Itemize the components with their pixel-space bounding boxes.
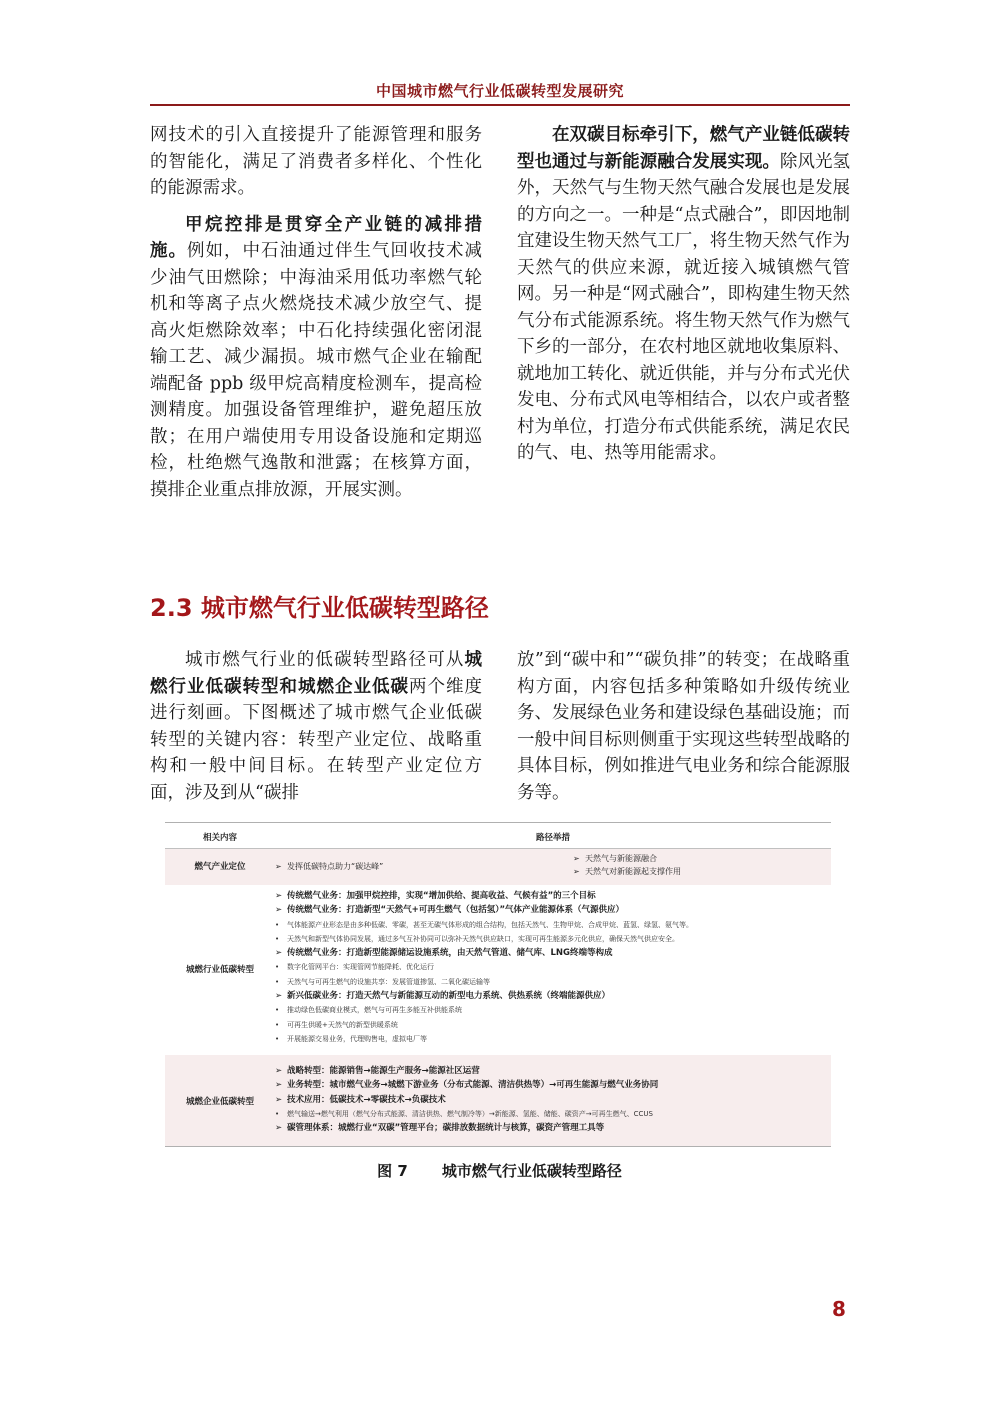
figure-table (165, 822, 831, 1147)
item-text: 传统燃气业务：打造新型能源储运设施系统，由天然气管道、储气库、LNG终端等构成 (287, 948, 613, 959)
list-item (275, 932, 831, 946)
paragraph-text: 除风光氢外，天然气与生物天然气融合发展也是发展的方向之一。一种是“点式融合”，即因地制宜建设生物天然气工厂，将生物天然气作为天然气的供应来源，就近接入城镇燃气管网。另一种是“网式融合”，即构建生物天然气分布式能源系统。将生物天然气作为燃气下乡的一部分，在农村地区就地收集原料、就地加工转化、就近供能，并与分布式光伏发电、分布式风电等相结合，以农户或者整村为单位，打造分布式供能系统，满足农民的气、电、热等用能需求。 (517, 151, 851, 463)
item-text: 天然气和新型气体协同发展，通过多气互补协同可以弥补天然气供应缺口，实现可再生能源多元化供应，确保天然气供应安全。 (287, 934, 679, 943)
dot-bullet-icon: • (275, 963, 280, 972)
table-row (165, 1055, 831, 1146)
item-text: 气体能源产业形态是由多种低碳、零碳，甚至无碳气体形成的组合结构，包括天然气、生物甲烷、合成甲烷、蓝氢、绿氢、氨气等。 (287, 920, 693, 929)
arrow-bullet-icon: ➢ (275, 1080, 283, 1091)
arrow-bullet-icon: ➢ (573, 854, 580, 863)
list-item (275, 1003, 831, 1017)
arrow-bullet-icon: ➢ (275, 991, 283, 1002)
item-text: 传统燃气业务：打造新型“天然气+可再生燃气（包括氢）”气体产业能源体系（气源供应） (287, 905, 625, 916)
item-text: 战略转型：能源销售→能源生产服务→能源社区运营 (287, 1066, 480, 1076)
paragraph-text: 例如，中石油通过伴生气回收技术减少油气田燃除；中海油采用低功率燃气轮机和等离子点火燃烧技术减少放空气、提高火炬燃除效率；中石化持续强化密闭混输工艺、减少漏损。城市燃气企业在输配端配备 ppb 级甲烷高精度检测车，提高检测精度。加强设备管理维护，避免超压放散；在用户端使用专用设备设施和定期巡检，杜绝燃气逸散和泄露；在核算方面，摸排企业重点排放源，开展实测。 (150, 241, 482, 500)
header-cell: 路径举措 (535, 833, 570, 843)
list-item (275, 975, 831, 989)
row-items (275, 889, 831, 1046)
running-header: 中国城市燃气行业低碳转型发展研究 (375, 82, 624, 100)
row-items (573, 852, 831, 878)
caption-text: 城市燃气行业低碳转型路径 (441, 1162, 622, 1180)
item-text: 天然气对新能源起支撑作用 (585, 867, 681, 876)
item-text: 传统燃气业务：加强甲烷控排，实现“增加供给、提高收益、气候有益”的三个目标 (287, 891, 596, 901)
table-rule (165, 1146, 831, 1147)
item-text: 天然气与新能源融合 (585, 854, 657, 863)
arrow-bullet-icon: ➢ (275, 862, 282, 871)
section-left-column (150, 647, 482, 816)
list-item (275, 918, 831, 932)
list-item (275, 1018, 831, 1032)
list-item (275, 989, 831, 1003)
list-item (275, 1107, 831, 1121)
list-item (275, 1032, 831, 1046)
item-text: 技术应用：低碳技术→零碳技术→负碳技术 (287, 1094, 446, 1105)
paragraph-text: 城市燃气行业的低碳转型路径可从 (185, 650, 465, 670)
item-text: 可再生供暖+天然气的新型供暖系统 (287, 1020, 398, 1029)
arrow-bullet-icon: ➢ (573, 867, 580, 876)
dot-bullet-icon: • (275, 977, 280, 986)
bold-lead: 甲烷控排是贯穿全产业链的减排措施。 (150, 214, 482, 261)
page-number: 8 (832, 1297, 846, 1321)
section-right-column (517, 647, 850, 816)
arrow-bullet-icon: ➢ (275, 948, 283, 959)
list-item (275, 1064, 831, 1078)
arrow-bullet-icon: ➢ (275, 1094, 283, 1105)
row-items (275, 860, 545, 874)
section-heading: 2.3 城市燃气行业低碳转型路径 (150, 594, 489, 622)
paragraph (150, 647, 482, 806)
dot-bullet-icon: • (275, 1034, 280, 1043)
table-rule (165, 822, 831, 823)
arrow-bullet-icon: ➢ (275, 891, 283, 901)
header-rule (150, 104, 850, 106)
table-row (165, 885, 831, 1052)
item-text: 碳管理体系：城燃行业“双碳”管理平台；碳排放数据统计与核算，碳资产管理工具等 (287, 1123, 605, 1134)
list-item (275, 1078, 831, 1092)
bold-lead: 在双碳目标牵引下，燃气产业链低碳转型也通过与新能源融合发展实现。 (517, 125, 850, 172)
list-item (275, 946, 831, 960)
dot-bullet-icon: • (275, 920, 280, 929)
figure-number: 图 7 (377, 1162, 408, 1180)
row-label: 燃气产业定位 (194, 862, 246, 872)
list-item (275, 903, 831, 917)
item-text: 业务转型：城市燃气业务→城燃下游业务（分布式能源、清洁供热等）→可再生能源与燃气业务协同 (287, 1080, 659, 1091)
header-cell: 相关内容 (202, 833, 237, 843)
table-header (165, 824, 831, 848)
paragraph: 放”到“碳中和”“碳负排”的转变；在战略重构方面，内容包括多种策略如升级传统业务、发展绿色业务和建设绿色基础设施；而一般中间目标则侧重于实现这些转型战略的具体目标，例如推进气电业务和综合能源服务等。 (517, 650, 850, 803)
item-text: 燃气输送→燃气利用（燃气分布式能源、清洁供热、燃气制冷等）→新能源、氢能、储能、碳资产→可再生燃气、CCUS (287, 1109, 653, 1118)
item-text: 天然气与可再生燃气的设施共享：发展管道掺氢、二氧化碳运输等 (287, 977, 490, 986)
list-item (573, 865, 831, 878)
left-column (150, 122, 482, 513)
item-text: 新兴低碳业务：打造天然气与新能源互动的新型电力系统、供热系统（终端能源供应） (287, 991, 611, 1002)
figure-caption (0, 1160, 999, 1181)
list-item (275, 960, 831, 974)
bold-phrase: 城燃行业低碳转型和城燃企业低碳 (150, 650, 482, 697)
dot-bullet-icon: • (275, 1006, 280, 1015)
list-item (573, 852, 831, 865)
item-text: 开展能源交易业务，代理购售电，虚拟电厂等 (287, 1034, 427, 1043)
row-label: 城燃行业低碳转型 (185, 965, 254, 975)
list-item (275, 1093, 831, 1107)
item-text: 发挥低碳特点助力“碳达峰” (287, 862, 384, 871)
arrow-bullet-icon: ➢ (275, 1066, 283, 1076)
list-item (275, 1121, 831, 1135)
paragraph-text: 两个维度进行刻画。下图概述了城市燃气企业低碳转型的关键内容：转型产业定位、战略重构和一般中间目标。在转型产业定位方面，涉及到从“碳排 (150, 676, 482, 803)
arrow-bullet-icon: ➢ (275, 1123, 283, 1134)
arrow-bullet-icon: ➢ (275, 905, 283, 916)
paragraph: 网技术的引入直接提升了能源管理和服务的智能化，满足了消费者多样化、个性化的能源需求。 (150, 125, 482, 198)
right-column (517, 122, 850, 477)
dot-bullet-icon: • (275, 934, 280, 943)
paragraph (150, 212, 482, 504)
list-item (275, 889, 831, 903)
item-text: 数字化管网平台：实现管网节能降耗、优化运行 (287, 963, 434, 972)
dot-bullet-icon: • (275, 1109, 280, 1118)
row-items (275, 1064, 831, 1135)
list-item (275, 860, 545, 874)
item-text: 推动绿色低碳商业模式，燃气与可再生多能互补供能系统 (287, 1006, 462, 1015)
row-label: 城燃企业低碳转型 (185, 1097, 254, 1107)
dot-bullet-icon: • (275, 1020, 280, 1029)
table-row (165, 849, 831, 885)
paragraph (517, 122, 850, 467)
